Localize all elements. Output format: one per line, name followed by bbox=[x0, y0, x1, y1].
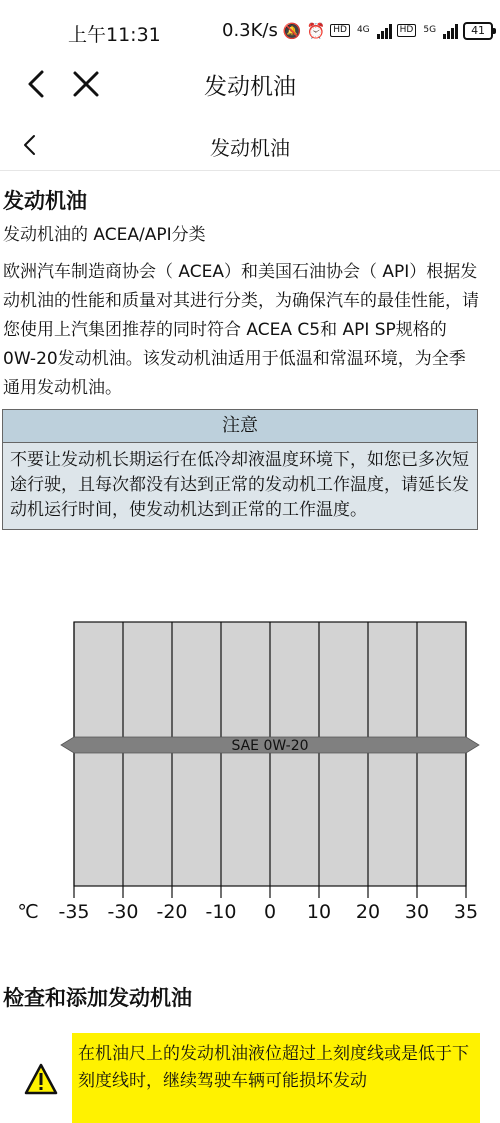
oil-temperature-chart bbox=[0, 600, 500, 940]
warning-text: 在机油尺上的发动机油液位超过上刻度线或是低于下刻度线时，继续驾驶车辆可能损坏发动 bbox=[78, 1044, 469, 1091]
x-tick-label: 0 bbox=[263, 901, 277, 923]
notice-title: 注意 bbox=[3, 410, 477, 443]
chart-svg bbox=[0, 600, 500, 940]
x-tick-label: -10 bbox=[205, 901, 237, 923]
axis-unit-label: ℃ bbox=[17, 901, 39, 923]
x-tick-label: 30 bbox=[404, 901, 430, 923]
hd-badge: HD bbox=[330, 24, 350, 37]
sub-title: 发动机油 bbox=[210, 136, 290, 160]
x-tick-label: -20 bbox=[156, 901, 188, 923]
status-time: 上午11:31 bbox=[68, 24, 161, 46]
page-title: 发动机油 bbox=[204, 74, 296, 100]
x-tick-label: 10 bbox=[306, 901, 332, 923]
notice-text: 不要让发动机长期运行在低冷却液温度环境下，如您已多次短途行驶，且每次都没有达到正常的发动机工作温度，请延长发动机运行时间，使发动机达到正常的工作温度。 bbox=[10, 450, 469, 520]
network-type-1: 4G bbox=[356, 25, 370, 35]
notice-box bbox=[2, 409, 478, 530]
body-text: 欧洲汽车制造商协会（ ACEA）和美国石油协会（ API）根据发动机油的性能和质量对其进行分类，为确保汽车的最佳性能，请您使用上汽集团推荐的同时符合 ACEA C5和 API SP规格的 0W-20发动机油。该发动机油适用于低温和常温环境，为全季通用发动机油。 bbox=[3, 262, 479, 398]
x-tick-label: -30 bbox=[107, 901, 139, 923]
status-bar bbox=[0, 0, 500, 60]
sub-header bbox=[0, 120, 500, 171]
battery-icon bbox=[463, 22, 496, 40]
series-label: SAE 0W-20 bbox=[231, 738, 309, 754]
app-bar bbox=[0, 60, 500, 108]
mute-icon: 🔕 bbox=[282, 21, 302, 40]
x-tick-label: 20 bbox=[355, 901, 381, 923]
signal-icon bbox=[377, 23, 392, 39]
article bbox=[3, 183, 479, 403]
network-speed: 0.3K/s bbox=[222, 20, 278, 41]
alarm-icon: ⏰ bbox=[306, 21, 326, 40]
signal-icon-2 bbox=[443, 23, 458, 39]
hd-badge-2: HD bbox=[397, 24, 417, 37]
x-tick-label: 35 bbox=[453, 901, 479, 923]
warning-box bbox=[72, 1033, 480, 1123]
status-indicators bbox=[222, 20, 496, 41]
network-type-2: 5G bbox=[423, 25, 437, 35]
section-heading: 发动机油 bbox=[3, 189, 87, 213]
x-tick-label: -35 bbox=[58, 901, 90, 923]
section-heading-2: 检查和添加发动机油 bbox=[3, 986, 192, 1010]
battery-level: 41 bbox=[463, 22, 493, 40]
intro-text: 发动机油的 ACEA/API分类 bbox=[3, 225, 206, 245]
warning-triangle-icon bbox=[24, 1062, 58, 1096]
